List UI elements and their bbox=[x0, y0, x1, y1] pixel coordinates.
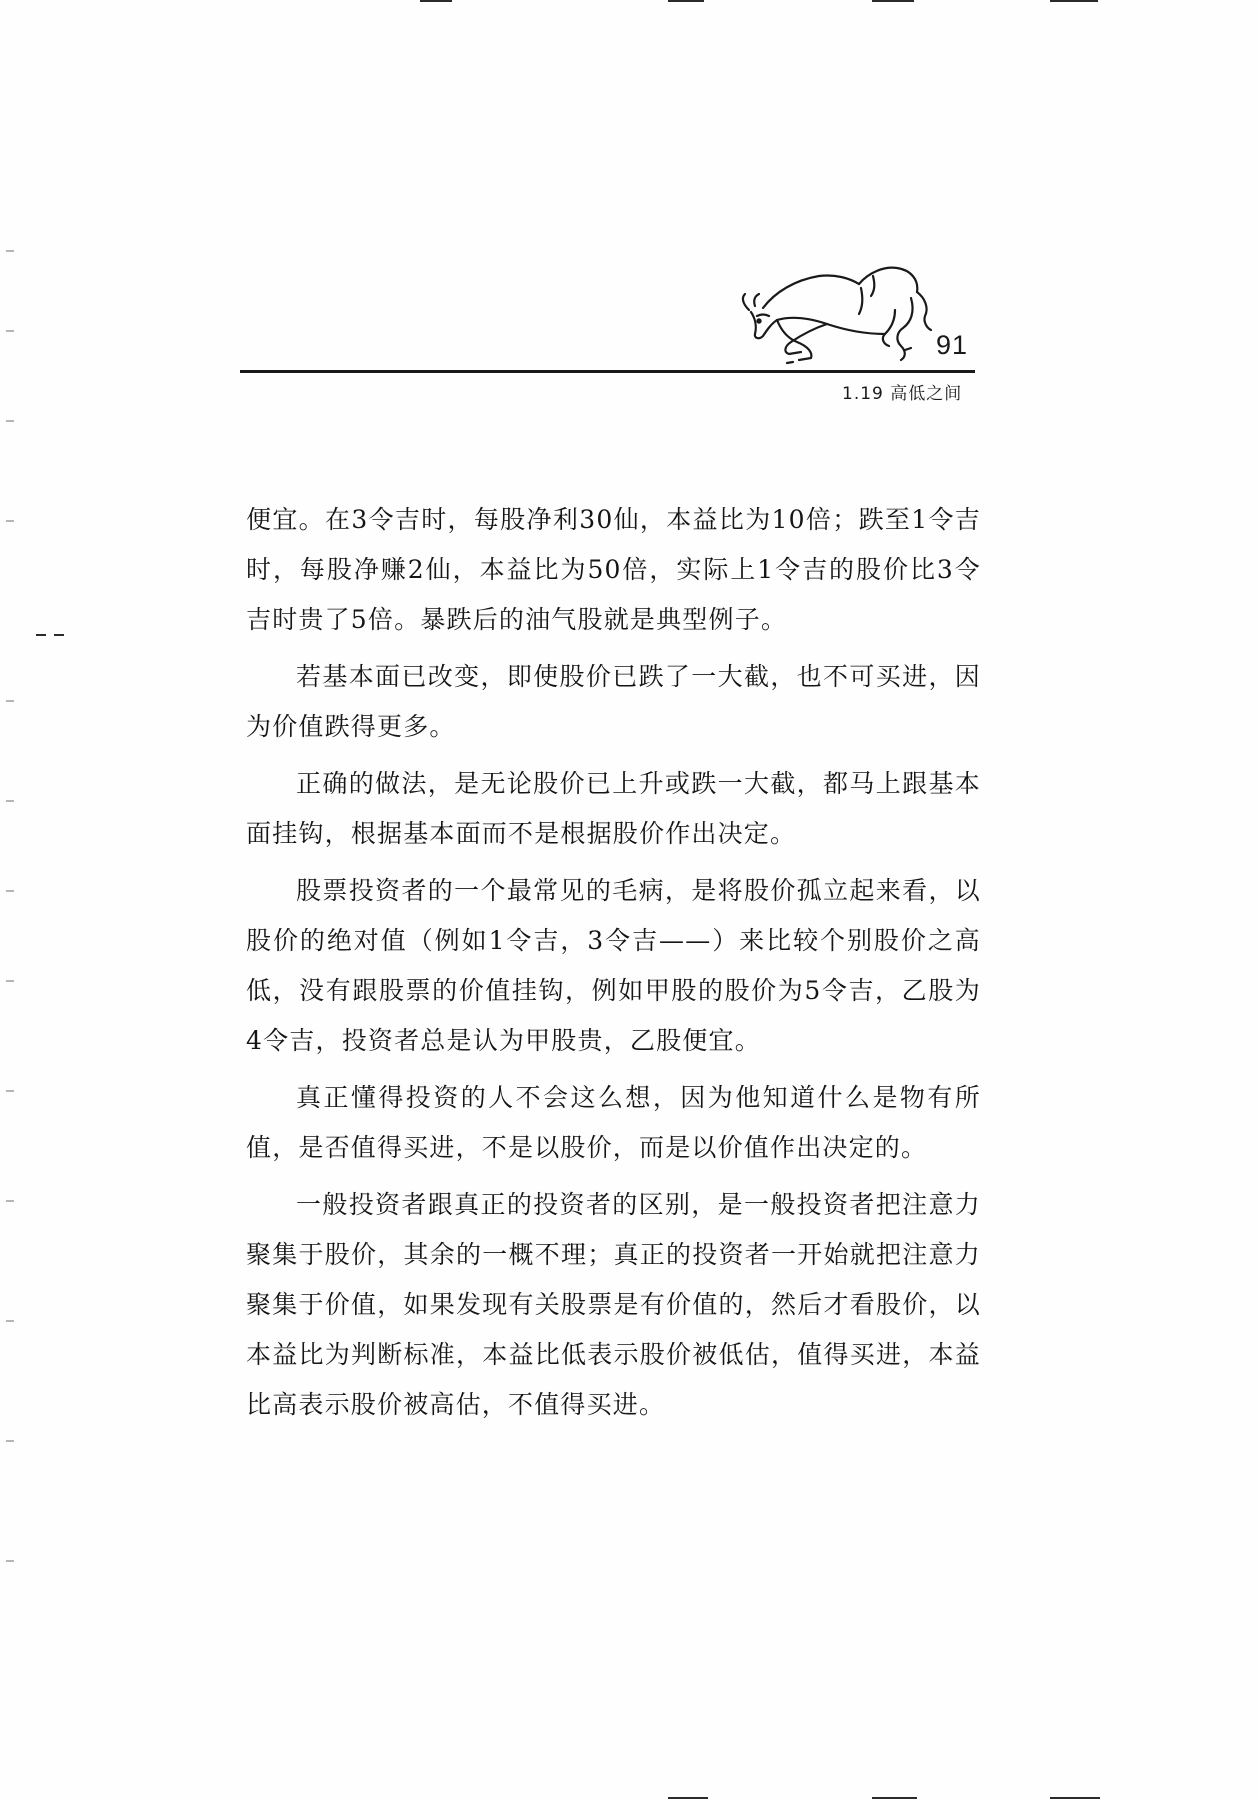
page-number: 91 bbox=[936, 330, 969, 360]
scan-edge-tick bbox=[6, 700, 14, 702]
scan-edge-mark bbox=[1050, 1797, 1100, 1799]
body-text bbox=[246, 495, 981, 1437]
scan-edge-mark bbox=[872, 0, 914, 2]
scan-edge-mark bbox=[1050, 0, 1098, 2]
scan-edge-mark bbox=[420, 0, 452, 2]
scan-edge-tick bbox=[6, 420, 14, 422]
scan-edge-tick bbox=[6, 800, 14, 802]
scan-edge-tick bbox=[6, 330, 14, 332]
paragraph: 真正懂得投资的人不会这么想，因为他知道什么是物有所值，是否值得买进，不是以股价，而是以价值作出决定的。 bbox=[246, 1083, 981, 1162]
scan-edge-tick bbox=[6, 250, 14, 252]
scan-edge-mark bbox=[668, 1797, 708, 1799]
scan-edge-tick bbox=[6, 890, 14, 892]
scan-edge-tick bbox=[6, 1090, 14, 1092]
scan-edge-mark bbox=[54, 634, 64, 636]
scan-edge-tick bbox=[6, 1560, 14, 1562]
paragraph: 股票投资者的一个最常见的毛病，是将股价孤立起来看，以股价的绝对值（例如1令吉，3令吉——）来比较个别股价之高低，没有跟股票的价值挂钩，例如甲股的股价为5令吉，乙股为4令吉，投资者总是认为甲股贵，乙股便宜。 bbox=[246, 876, 981, 1055]
scan-edge-tick bbox=[6, 980, 14, 982]
scan-edge-tick bbox=[6, 520, 14, 522]
header-rule bbox=[240, 370, 975, 373]
paragraph: 若基本面已改变，即使股价已跌了一大截，也不可买进，因为价值跌得更多。 bbox=[246, 662, 981, 741]
scan-edge-tick bbox=[6, 1320, 14, 1322]
paragraph: 一般投资者跟真正的投资者的区别，是一般投资者把注意力聚集于股价，其余的一概不理；真正的投资者一开始就把注意力聚集于价值，如果发现有关股票是有价值的，然后才看股价，以本益比为判断标准，本益比低表示股价被低估，值得买进，本益比高表示股价被高估，不值得买进。 bbox=[246, 1190, 981, 1419]
scan-edge-tick bbox=[6, 1200, 14, 1202]
scan-edge-mark bbox=[668, 0, 704, 2]
scan-edge-mark bbox=[36, 634, 46, 636]
paragraph: 便宜。在3令吉时，每股净利30仙，本益比为10倍；跌至1令吉时，每股净赚2仙，本益比为50倍，实际上1令吉的股价比3令吉时贵了5倍。暴跌后的油气股就是典型例子。 bbox=[246, 505, 981, 634]
scan-edge-mark bbox=[872, 1797, 917, 1799]
bull-icon bbox=[735, 258, 935, 370]
section-title: 1.19 高低之间 bbox=[842, 384, 963, 404]
scan-edge-tick bbox=[6, 1440, 14, 1442]
paragraph: 正确的做法，是无论股价已上升或跌一大截，都马上跟基本面挂钩，根据基本面而不是根据股价作出决定。 bbox=[246, 769, 981, 848]
